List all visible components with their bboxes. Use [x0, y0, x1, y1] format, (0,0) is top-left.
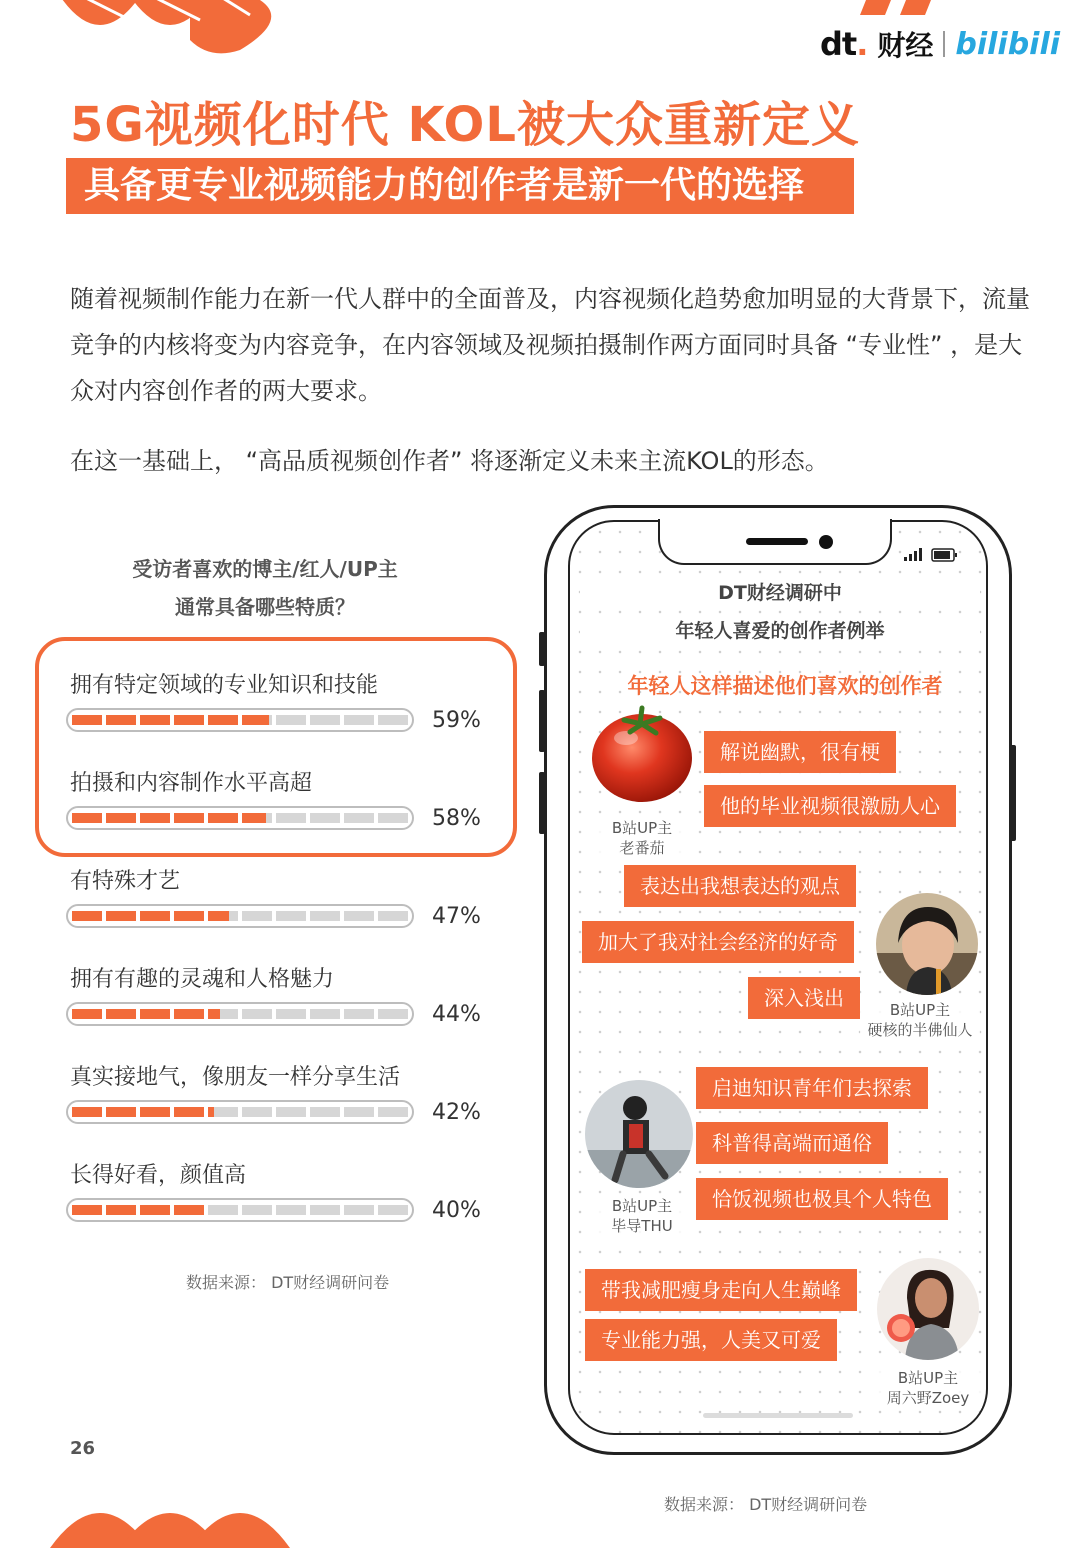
bar-segment-fill [174, 715, 204, 725]
bar-segment [378, 1107, 408, 1117]
survey-bar [66, 904, 414, 928]
phone-home-indicator [703, 1413, 853, 1418]
creator-avatar-photo [876, 893, 978, 995]
chart-source-note: 数据来源： DT财经调研问卷 [186, 1273, 390, 1292]
footer-source-note: 数据来源： DT财经调研问卷 [664, 1495, 868, 1514]
bilibili-logo: bilibili [955, 26, 1061, 62]
survey-bar [66, 1100, 414, 1124]
bar-segment [208, 1205, 238, 1215]
bar-segment-fill [174, 813, 204, 823]
quote-chip: 表达出我想表达的观点 [624, 865, 856, 907]
creator-name: 毕导THU [611, 1217, 673, 1235]
logo-separator [943, 31, 945, 57]
survey-question-line2: 通常具备哪些特质？ [175, 595, 355, 619]
survey-bar [66, 1198, 414, 1222]
survey-item-label: 拍摄和内容制作水平高超 [70, 771, 313, 796]
bar-segment-fill [242, 813, 266, 823]
quote-chip: 专业能力强，人美又可爱 [585, 1319, 837, 1361]
bar-segment-fill [208, 911, 229, 921]
survey-item-label: 长得好看，颜值高 [70, 1163, 247, 1188]
tomato-avatar-image [590, 700, 694, 806]
bar-segment [242, 1205, 272, 1215]
survey-item-pct: 47% [432, 904, 481, 929]
decorative-play-shapes-top [40, 0, 300, 60]
dt-dot: . [856, 25, 868, 63]
survey-item-pct: 44% [432, 1002, 481, 1027]
creator-platform: B站UP主 [611, 1197, 673, 1215]
bar-segment [344, 1009, 374, 1019]
creator-name: 周六野Zoey [886, 1389, 970, 1407]
phone-orange-heading: 年轻人这样描述他们喜欢的创作者 [627, 674, 943, 698]
bar-segment-fill [242, 715, 269, 725]
quote-chip: 解说幽默，很有梗 [704, 731, 896, 773]
quote-chip: 带我减肥瘦身走向人生巅峰 [585, 1269, 857, 1311]
page-number: 26 [70, 1438, 96, 1459]
bar-segment [378, 715, 408, 725]
bar-segment [310, 911, 340, 921]
bar-segment-fill [106, 813, 136, 823]
bar-segment [276, 715, 306, 725]
bar-segment-fill [208, 1009, 220, 1019]
survey-question [60, 550, 470, 626]
bar-segment-fill [174, 1009, 204, 1019]
bar-segment-fill [106, 1205, 136, 1215]
phone-heading-1: DT财经调研中 [580, 578, 980, 605]
bar-segment [344, 911, 374, 921]
quote-chip: 科普得高端而通俗 [696, 1122, 888, 1164]
bar-segment-fill [174, 1205, 204, 1215]
bar-segment [378, 911, 408, 921]
bar-segment [310, 1107, 340, 1117]
bar-segment-fill [106, 911, 136, 921]
bar-segment-fill [174, 911, 204, 921]
creator-platform: B站UP主 [611, 819, 673, 837]
bar-segment-fill [72, 813, 102, 823]
survey-bar [66, 806, 414, 830]
bar-segment-fill [174, 1107, 204, 1117]
bar-segment [378, 1009, 408, 1019]
bar-segment [310, 813, 340, 823]
bar-segment [242, 911, 272, 921]
decorative-slash-shapes [860, 0, 950, 20]
creator-caption [596, 1196, 688, 1236]
decorative-play-shapes-bottom [40, 1488, 300, 1548]
bar-segment [378, 813, 408, 823]
dt-mark: dt [820, 25, 857, 63]
intro-paragraph: 随着视频制作能力在新一代人群中的全面普及，内容视频化趋势愈加明显的大背景下，流量竞争的内核将变为内容竞争，在内容领域及视频拍摄制作两方面同时具备 “专业性” ，是大众对内容创作者的两大要求。 [70, 285, 1030, 405]
creator-caption [596, 818, 688, 858]
dt-logo [820, 25, 867, 63]
survey-item-pct: 42% [432, 1100, 481, 1125]
phone-camera [819, 535, 833, 549]
bar-segment [310, 1205, 340, 1215]
survey-bar [66, 708, 414, 732]
bar-segment [276, 813, 306, 823]
bar-segment [242, 1009, 272, 1019]
conclusion-paragraph: 在这一基础上， “高品质视频创作者” 将逐渐定义未来主流KOL的形态。 [70, 447, 829, 475]
signal-battery-icon [904, 548, 960, 562]
bar-segment-fill [208, 1107, 214, 1117]
bar-segment-fill [72, 911, 102, 921]
survey-item-label: 有特殊才艺 [70, 869, 181, 894]
bar-segment [310, 715, 340, 725]
bar-segment [276, 911, 306, 921]
bar-segment-fill [72, 1205, 102, 1215]
survey-bar [66, 1002, 414, 1026]
bar-segment-fill [140, 715, 170, 725]
phone-speaker [746, 538, 808, 545]
quote-chip: 恰饭视频也极具个人特色 [696, 1178, 948, 1220]
bar-segment [344, 813, 374, 823]
bar-segment-fill [208, 813, 238, 823]
bar-segment [344, 715, 374, 725]
quote-chip: 启迪知识青年们去探索 [696, 1067, 928, 1109]
bar-segment-fill [72, 1107, 102, 1117]
bar-segment-fill [140, 1205, 170, 1215]
bar-segment [276, 1205, 306, 1215]
bar-segment [344, 1107, 374, 1117]
bar-segment-fill [140, 1107, 170, 1117]
bar-segment [276, 1009, 306, 1019]
survey-question-line1: 受访者喜欢的博主/红人/UP主 [132, 557, 398, 581]
survey-item-label: 拥有有趣的灵魂和人格魅力 [70, 967, 335, 992]
bar-segment [276, 1107, 306, 1117]
creator-avatar-photo [585, 1080, 693, 1188]
page-title: 5G视频化时代 KOL被大众重新定义 [70, 97, 860, 153]
bar-segment-fill [72, 715, 102, 725]
page-subtitle-banner: 具备更专业视频能力的创作者是新一代的选择 [66, 158, 854, 214]
bar-segment [378, 1205, 408, 1215]
survey-item-label: 真实接地气，像朋友一样分享生活 [70, 1065, 401, 1090]
bar-segment-fill [106, 1107, 136, 1117]
quote-chip: 他的毕业视频很激励人心 [704, 785, 956, 827]
creator-platform: B站UP主 [889, 1001, 951, 1019]
bar-segment-fill [72, 1009, 102, 1019]
survey-item-pct: 59% [432, 708, 481, 733]
creator-avatar-photo [877, 1258, 979, 1360]
quote-chip: 加大了我对社会经济的好奇 [582, 921, 854, 963]
bar-segment-fill [106, 1009, 136, 1019]
bar-segment-fill [140, 813, 170, 823]
bar-segment-fill [140, 911, 170, 921]
bar-segment [242, 1107, 272, 1117]
bar-segment-fill [140, 1009, 170, 1019]
creator-caption [860, 1000, 980, 1040]
creator-name: 硬核的半佛仙人 [867, 1021, 973, 1039]
bar-segment-fill [106, 715, 136, 725]
bar-segment-fill [208, 715, 238, 725]
quote-chip: 深入浅出 [748, 977, 860, 1019]
phone-heading-2: 年轻人喜爱的创作者例举 [580, 616, 980, 643]
creator-name: 老番茄 [619, 839, 665, 857]
bar-segment [310, 1009, 340, 1019]
survey-item-label: 拥有特定领域的专业知识和技能 [70, 673, 379, 698]
creator-caption [874, 1368, 982, 1408]
brand-logo [820, 22, 1060, 66]
survey-item-pct: 40% [432, 1198, 481, 1223]
creator-platform: B站UP主 [897, 1369, 959, 1387]
bar-segment [344, 1205, 374, 1215]
survey-item-pct: 58% [432, 806, 481, 831]
caijing-logo-text: 财经 [877, 29, 934, 62]
